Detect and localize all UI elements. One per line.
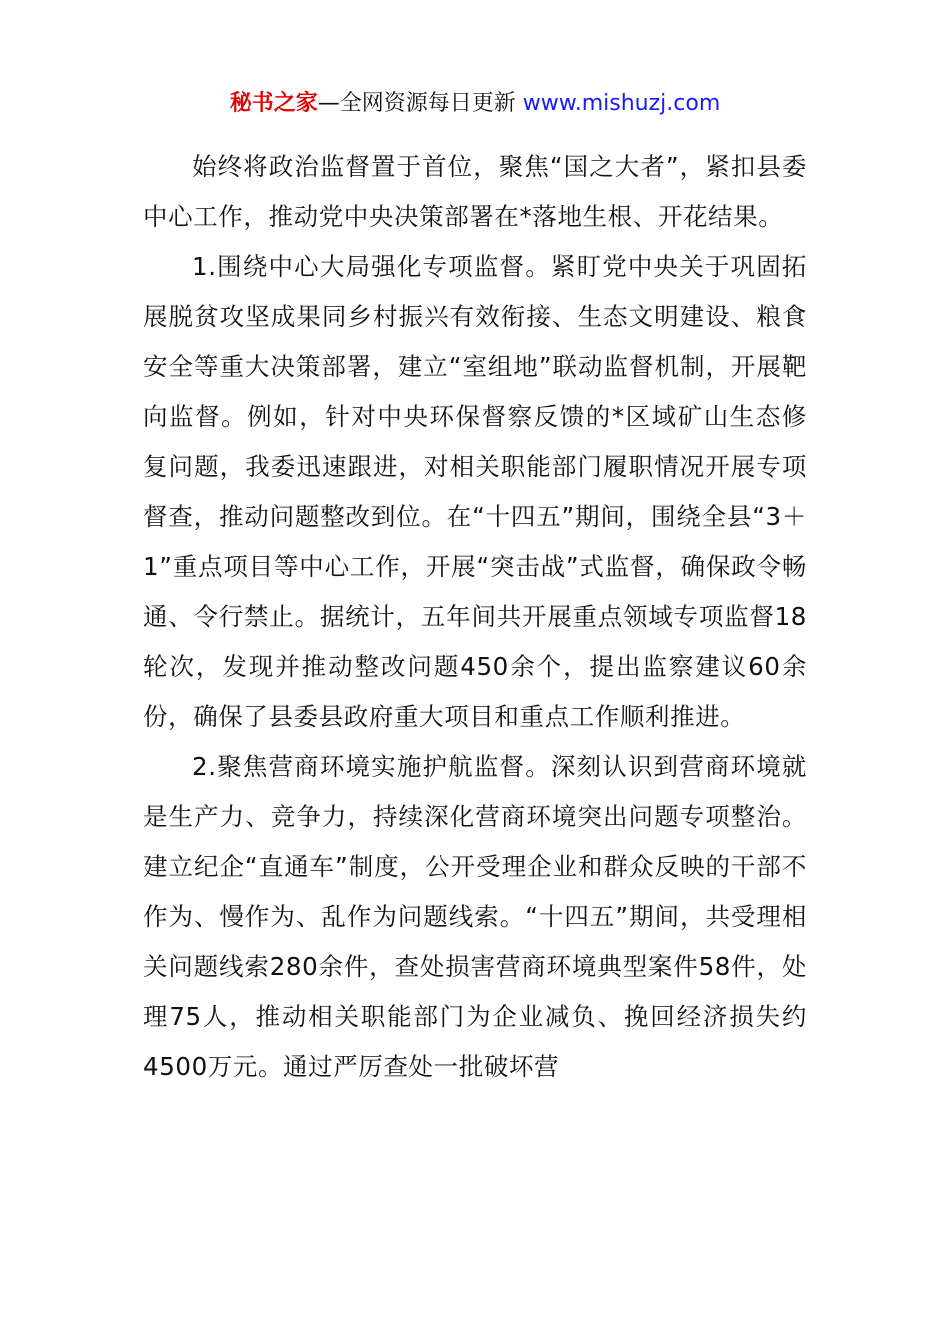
site-url-link[interactable]: www.mishuzj.com [522, 91, 721, 116]
paragraph-business-environment: 2.聚焦营商环境实施护航监督。深刻认识到营商环境就是生产力、竞争力，持续深化营商环境突出问题专项整治。建立纪企“直通车”制度，公开受理企业和群众反映的干部不作为、慢作为、乱作为问题线索。“十四五”期间，共受理相关问题线索280余件，查处损害营商环境典型案件58件，处理75人，推动相关职能部门为企业减负、挽回经济损失约4500万元。通过严厉查处一批破坏营 [143, 752, 807, 1081]
site-banner [0, 88, 950, 120]
paragraph-special-supervision: 1.围绕中心大局强化专项监督。紧盯党中央关于巩固拓展脱贫攻坚成果同乡村振兴有效衔接、生态文明建设、粮食安全等重大决策部署，建立“室组地”联动监督机制，开展靶向监督。例如，针对中央环保督察反馈的*区域矿山生态修复问题，我委迅速跟进，对相关职能部门履职情况开展专项督查，推动问题整改到位。在“十四五”期间，围绕全县“3＋1”重点项目等中心工作，开展“突击战”式监督，确保政令畅通、令行禁止。据统计，五年间共开展重点领域专项监督18轮次，发现并推动整改问题450余个，提出监察建议60余份，确保了县委县政府重大项目和重点工作顺利推进。 [143, 252, 807, 731]
document-body [143, 142, 807, 1092]
paragraph-intro: 始终将政治监督置于首位，聚焦“国之大者”，紧扣县委中心工作，推动党中央决策部署在*落地生根、开花结果。 [143, 152, 807, 231]
brand-name: 秘书之家 [229, 91, 318, 116]
banner-tagline: —全网资源每日更新 [317, 91, 523, 116]
